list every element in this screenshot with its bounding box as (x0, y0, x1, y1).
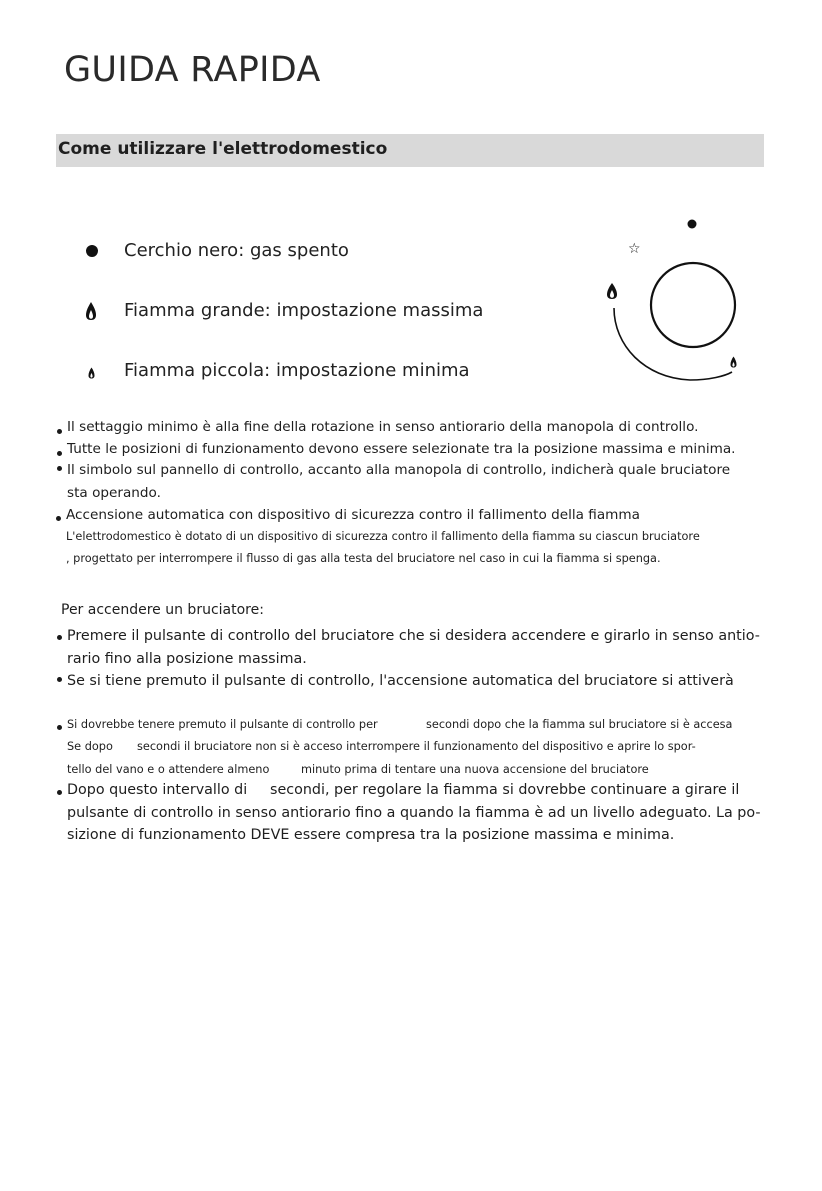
off-position-dot (688, 220, 697, 229)
bullet-dot (57, 790, 62, 795)
section-heading: Come utilizzare l'elettrodomestico (58, 139, 388, 159)
ignite-step-4-line1a: Dopo questo intervallo di (67, 782, 248, 798)
bullet-dot (57, 466, 62, 471)
page-title: GUIDA RAPIDA (64, 50, 321, 90)
ignite-step-4-line2: pulsante di controllo in senso antiorario fino a quando la fiamma è ad un livello adeguato. La po- (67, 805, 761, 821)
ignite-step-2: Se si tiene premuto il pulsante di controllo, l'accensione automatica del bruciatore si attiverà (67, 673, 734, 689)
ignite-step-3-line2b: secondi il bruciatore non si è acceso interrompere il funzionamento del dispositivo e aprire lo spor- (137, 740, 696, 753)
black-circle-icon (86, 240, 100, 262)
large-flame-icon (85, 301, 97, 325)
info-bullet-1: Il settaggio minimo è alla fine della rotazione in senso antiorario della manopola di controllo. (67, 419, 699, 435)
legend-label-min: Fiamma piccola: impostazione minima (124, 360, 470, 381)
large-flame-marker (607, 283, 617, 299)
info-bullet-3-line1: Il simbolo sul pannello di controllo, accanto alla manopola di controllo, indicherà quale bruciatore (67, 462, 731, 478)
ignition-star-icon: ☆ (628, 241, 641, 257)
bullet-dot (56, 516, 61, 521)
small-flame-icon (88, 364, 95, 383)
ignite-heading: Per accendere un bruciatore: (61, 602, 264, 618)
small-flame-marker (731, 357, 737, 368)
info-bullet-2: Tutte le posizioni di funzionamento devono essere selezionate tra la posizione massima e minima. (67, 441, 736, 457)
bullet-dot (57, 725, 62, 730)
ignite-step-3-line1b: secondi dopo che la fiamma sul bruciatore si è accesa (426, 718, 733, 731)
ignite-step-1-line2: rario fino alla posizione massima. (67, 651, 307, 667)
legend-label-off: Cerchio nero: gas spento (124, 240, 349, 261)
section-heading-bar (56, 134, 764, 167)
ignite-step-3-line3b: minuto prima di tentare una nuova accensione del bruciatore (301, 763, 649, 776)
legend-label-max: Fiamma grande: impostazione massima (124, 300, 484, 321)
ignite-step-4-line3: sizione di funzionamento DEVE essere compresa tra la posizione massima e minima. (67, 827, 675, 843)
info-bullet-3-line2: sta operando. (67, 485, 161, 501)
ignite-step-3-line2a: Se dopo (67, 740, 113, 753)
bullet-dot (57, 429, 62, 434)
ignite-step-3-line1a: Si dovrebbe tenere premuto il pulsante di controllo per (67, 718, 378, 731)
bullet-dot (57, 635, 62, 640)
bullet-dot (57, 451, 62, 456)
bullet-dot (57, 677, 62, 682)
ignite-step-1-line1: Premere il pulsante di controllo del bruciatore che si desidera accendere e girarlo in senso antio- (67, 628, 760, 644)
info-bullet-4: Accensione automatica con dispositivo di sicurezza contro il fallimento della fiamma (66, 507, 640, 523)
ignite-step-4-line1b: secondi, per regolare la fiamma si dovrebbe continuare a girare il (270, 782, 740, 798)
ignite-step-3-line3a: tello del vano e o attendere almeno (67, 763, 270, 776)
control-knob-diagram (600, 210, 750, 390)
info-note-line1: L'elettrodomestico è dotato di un dispositivo di sicurezza contro il fallimento della fiamma su ciascun bruciatore (66, 530, 700, 543)
rotation-arc (614, 308, 732, 380)
knob-circle (651, 263, 735, 347)
info-note-line2: , progettato per interrompere il flusso di gas alla testa del bruciatore nel caso in cui la fiamma si spenga. (66, 552, 661, 565)
